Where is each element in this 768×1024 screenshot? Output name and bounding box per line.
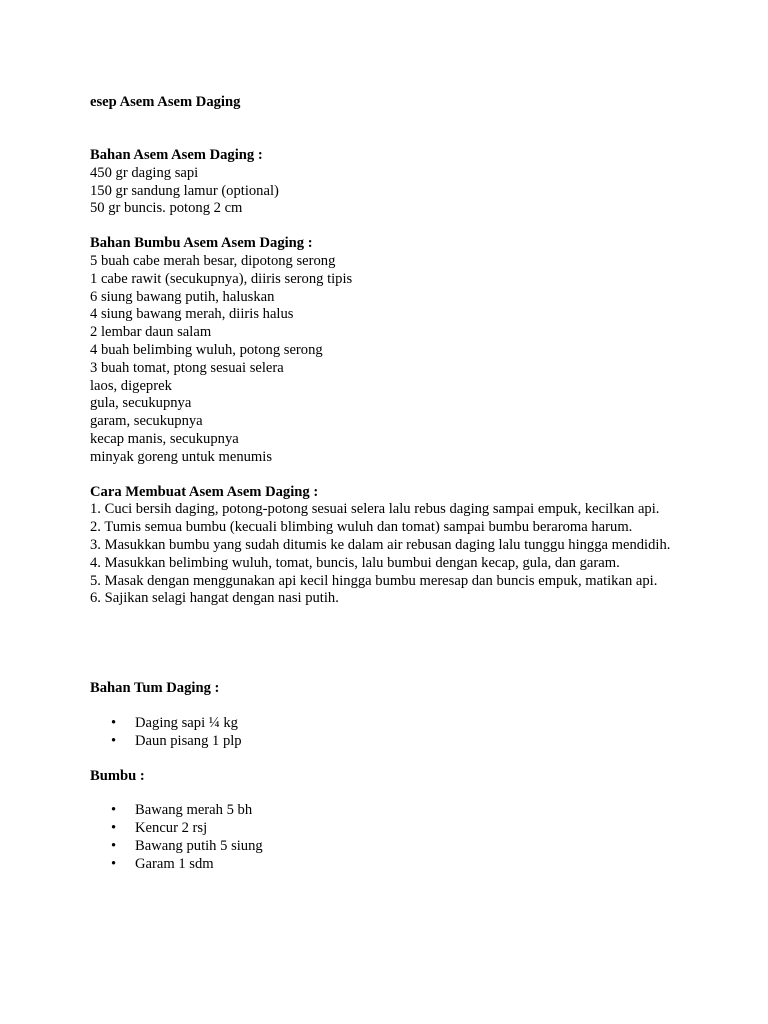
- bullet-icon: •: [111, 855, 117, 872]
- list-item-text: Bawang putih 5 siung: [135, 837, 263, 854]
- tum-ingredient-list: [90, 715, 677, 751]
- bullet-icon: •: [111, 820, 117, 837]
- spice-line: 3 buah tomat, ptong sesuai selera: [90, 359, 284, 376]
- list-item-text: Daun pisang 1 plp: [135, 732, 242, 749]
- spacer: [90, 467, 677, 484]
- document-page: [90, 94, 677, 874]
- spice-line: 4 siung bawang merah, diiris halus: [90, 306, 294, 323]
- step-paragraph: 5. Masak dengan menggunakan api kecil hingga bumbu meresap dan buncis empuk, matikan api.: [90, 572, 658, 589]
- spice-line: 6 siung bawang putih, haluskan: [90, 288, 275, 305]
- spice-line: 2 lembar daun salam: [90, 324, 212, 341]
- list-item: [90, 856, 677, 874]
- spice-line: laos, digeprek: [90, 377, 172, 394]
- step-paragraph: 3. Masukkan bumbu yang sudah ditumis ke dalam air rebusan daging lalu tunggu hingga mendidih.: [90, 536, 671, 553]
- section-heading-bahan: Bahan Asem Asem Daging :: [90, 147, 263, 163]
- bullet-icon: •: [111, 802, 117, 819]
- bumbu-list: [90, 802, 677, 873]
- list-item-text: Kencur 2 rsj: [135, 820, 208, 837]
- spice-line: gula, secukupnya: [90, 395, 192, 412]
- bullet-icon: •: [111, 732, 117, 749]
- list-item: [90, 733, 677, 751]
- bullet-icon: •: [111, 837, 117, 854]
- spice-line: garam, secukupnya: [90, 413, 203, 430]
- spacer: [90, 785, 677, 802]
- list-item-text: Bawang merah 5 bh: [135, 802, 253, 819]
- spacer: [90, 218, 677, 235]
- list-item: [90, 802, 677, 820]
- step-paragraph: 2. Tumis semua bumbu (kecuali blimbing wuluh dan tomat) sampai bumbu beraroma harum.: [90, 519, 633, 536]
- spice-list: [90, 253, 677, 467]
- spacer: [90, 698, 677, 715]
- step-paragraph: 1. Cuci bersih daging, potong-potong sesuai selera lalu rebus daging sampai empuk, kecilkan api.: [90, 501, 660, 518]
- list-item: [90, 715, 677, 733]
- section-heading-tum: Bahan Tum Daging :: [90, 680, 220, 697]
- ingredient-line: 50 gr buncis. potong 2 cm: [90, 200, 243, 217]
- section-heading-cara: Cara Membuat Asem Asem Daging :: [90, 483, 319, 500]
- ingredient-line: 450 gr daging sapi: [90, 164, 199, 181]
- list-item-text: Garam 1 sdm: [135, 855, 214, 872]
- section-heading-bumbu: Bahan Bumbu Asem Asem Daging :: [90, 235, 313, 252]
- section-heading-bumbu-tum: Bumbu :: [90, 767, 145, 784]
- list-item: [90, 820, 677, 838]
- spice-line: 1 cabe rawit (secukupnya), diiris serong tipis: [90, 270, 353, 287]
- spice-line: minyak goreng untuk menumis: [90, 448, 272, 465]
- list-item-text: Daging sapi ¼ kg: [135, 714, 238, 731]
- spacer: [90, 112, 677, 147]
- spacer: [90, 608, 677, 680]
- spice-line: 5 buah cabe merah besar, dipotong serong: [90, 252, 336, 269]
- spice-line: kecap manis, secukupnya: [90, 430, 239, 447]
- document-title: esep Asem Asem Daging: [90, 94, 241, 110]
- ingredient-list: [90, 165, 677, 218]
- bullet-icon: •: [111, 714, 117, 731]
- step-paragraph: 6. Sajikan selagi hangat dengan nasi putih.: [90, 590, 339, 607]
- spacer: [90, 751, 677, 768]
- steps-list: [90, 501, 677, 608]
- ingredient-line: 150 gr sandung lamur (optional): [90, 182, 279, 199]
- step-paragraph: 4. Masukkan belimbing wuluh, tomat, buncis, lalu bumbui dengan kecap, gula, dan garam.: [90, 554, 620, 571]
- spice-line: 4 buah belimbing wuluh, potong serong: [90, 341, 323, 358]
- list-item: [90, 838, 677, 856]
